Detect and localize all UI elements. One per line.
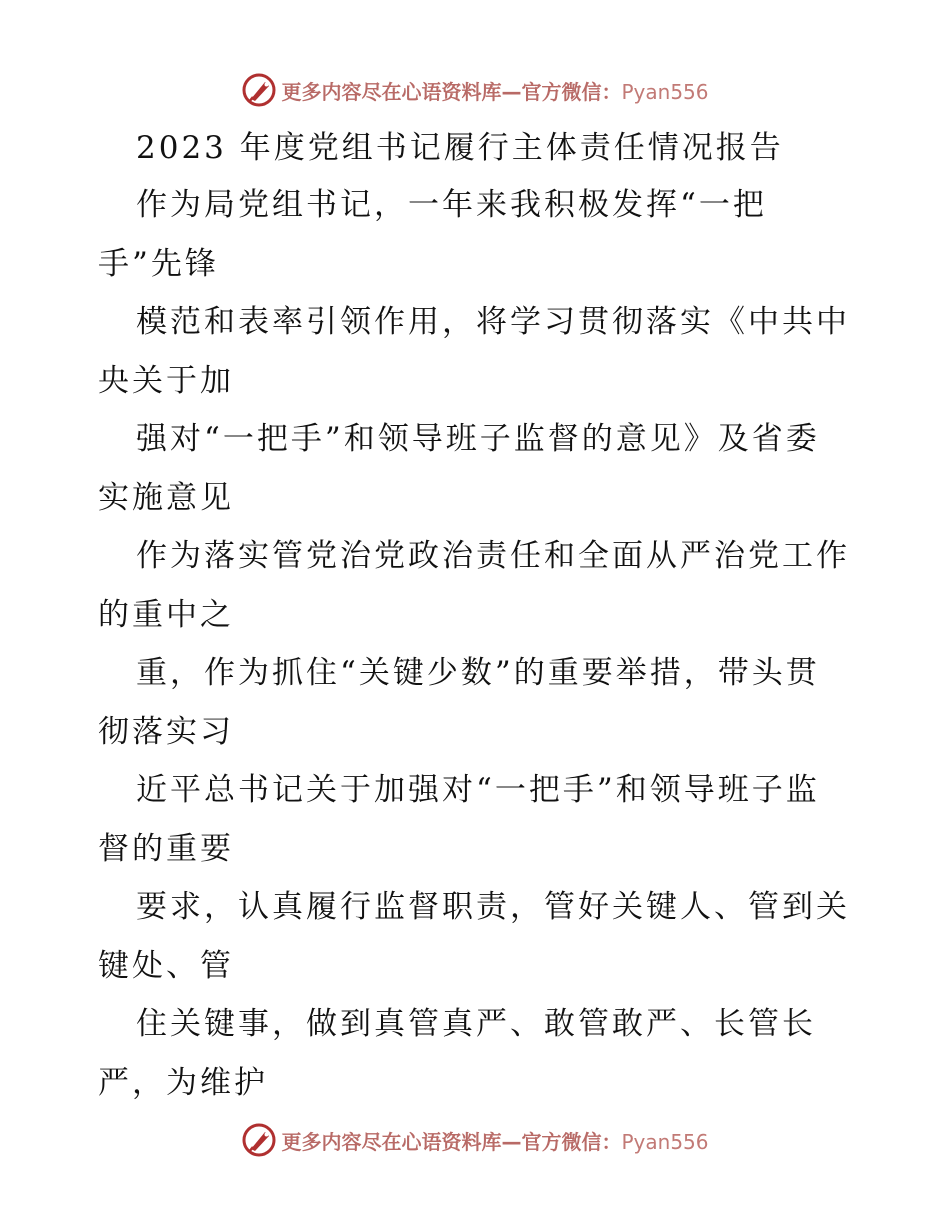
text-line: 作为落实管党治党政治责任和全面从严治党工作 (136, 538, 850, 574)
text-line: 模范和表率引领作用，将学习贯彻落实《中共中 (136, 304, 850, 340)
text-line: 实施意见 (98, 479, 234, 516)
banner-text: 更多内容尽在心语资料库 (281, 79, 502, 104)
banner-official: 官方微信： (521, 79, 622, 104)
header-banner (0, 70, 950, 110)
text-line: 键处、管 (98, 947, 234, 984)
text-line: 手”先锋 (98, 245, 219, 282)
text-line: 近平总书记关于加强对“一把手”和领导班子监 (136, 772, 820, 808)
pen-nib-logo-icon (241, 1122, 277, 1158)
text-line: 强对“一把手”和领导班子监督的意见》及省委 (136, 421, 820, 457)
text-line: 要求，认真履行监督职责，管好关键人、管到关 (136, 889, 850, 925)
text-line: 彻落实习 (98, 713, 234, 750)
text-line: 严，为维护 (98, 1064, 268, 1101)
banner-official: 官方微信： (521, 1129, 622, 1154)
footer-banner (0, 1120, 950, 1160)
banner-text: 更多内容尽在心语资料库 (281, 1129, 502, 1154)
banner-account: Pyan556 (621, 1129, 709, 1154)
text-line: 的重中之 (98, 596, 234, 633)
text-line: 住关键事，做到真管真严、敢管敢严、长管长 (136, 1006, 816, 1042)
text-line: 作为局党组书记，一年来我积极发挥“一把 (136, 187, 767, 223)
document-title: 2023 年度党组书记履行主体责任情况报告 (136, 130, 784, 166)
banner-dash: — (501, 1129, 522, 1154)
document-body (98, 120, 858, 1112)
text-line: 央关于加 (98, 362, 234, 399)
text-line: 重，作为抓住“关键少数”的重要举措，带头贯 (136, 655, 820, 691)
banner-dash: — (501, 79, 522, 104)
text-line: 督的重要 (98, 830, 234, 867)
banner-account: Pyan556 (621, 79, 709, 104)
pen-nib-logo-icon (241, 72, 277, 108)
